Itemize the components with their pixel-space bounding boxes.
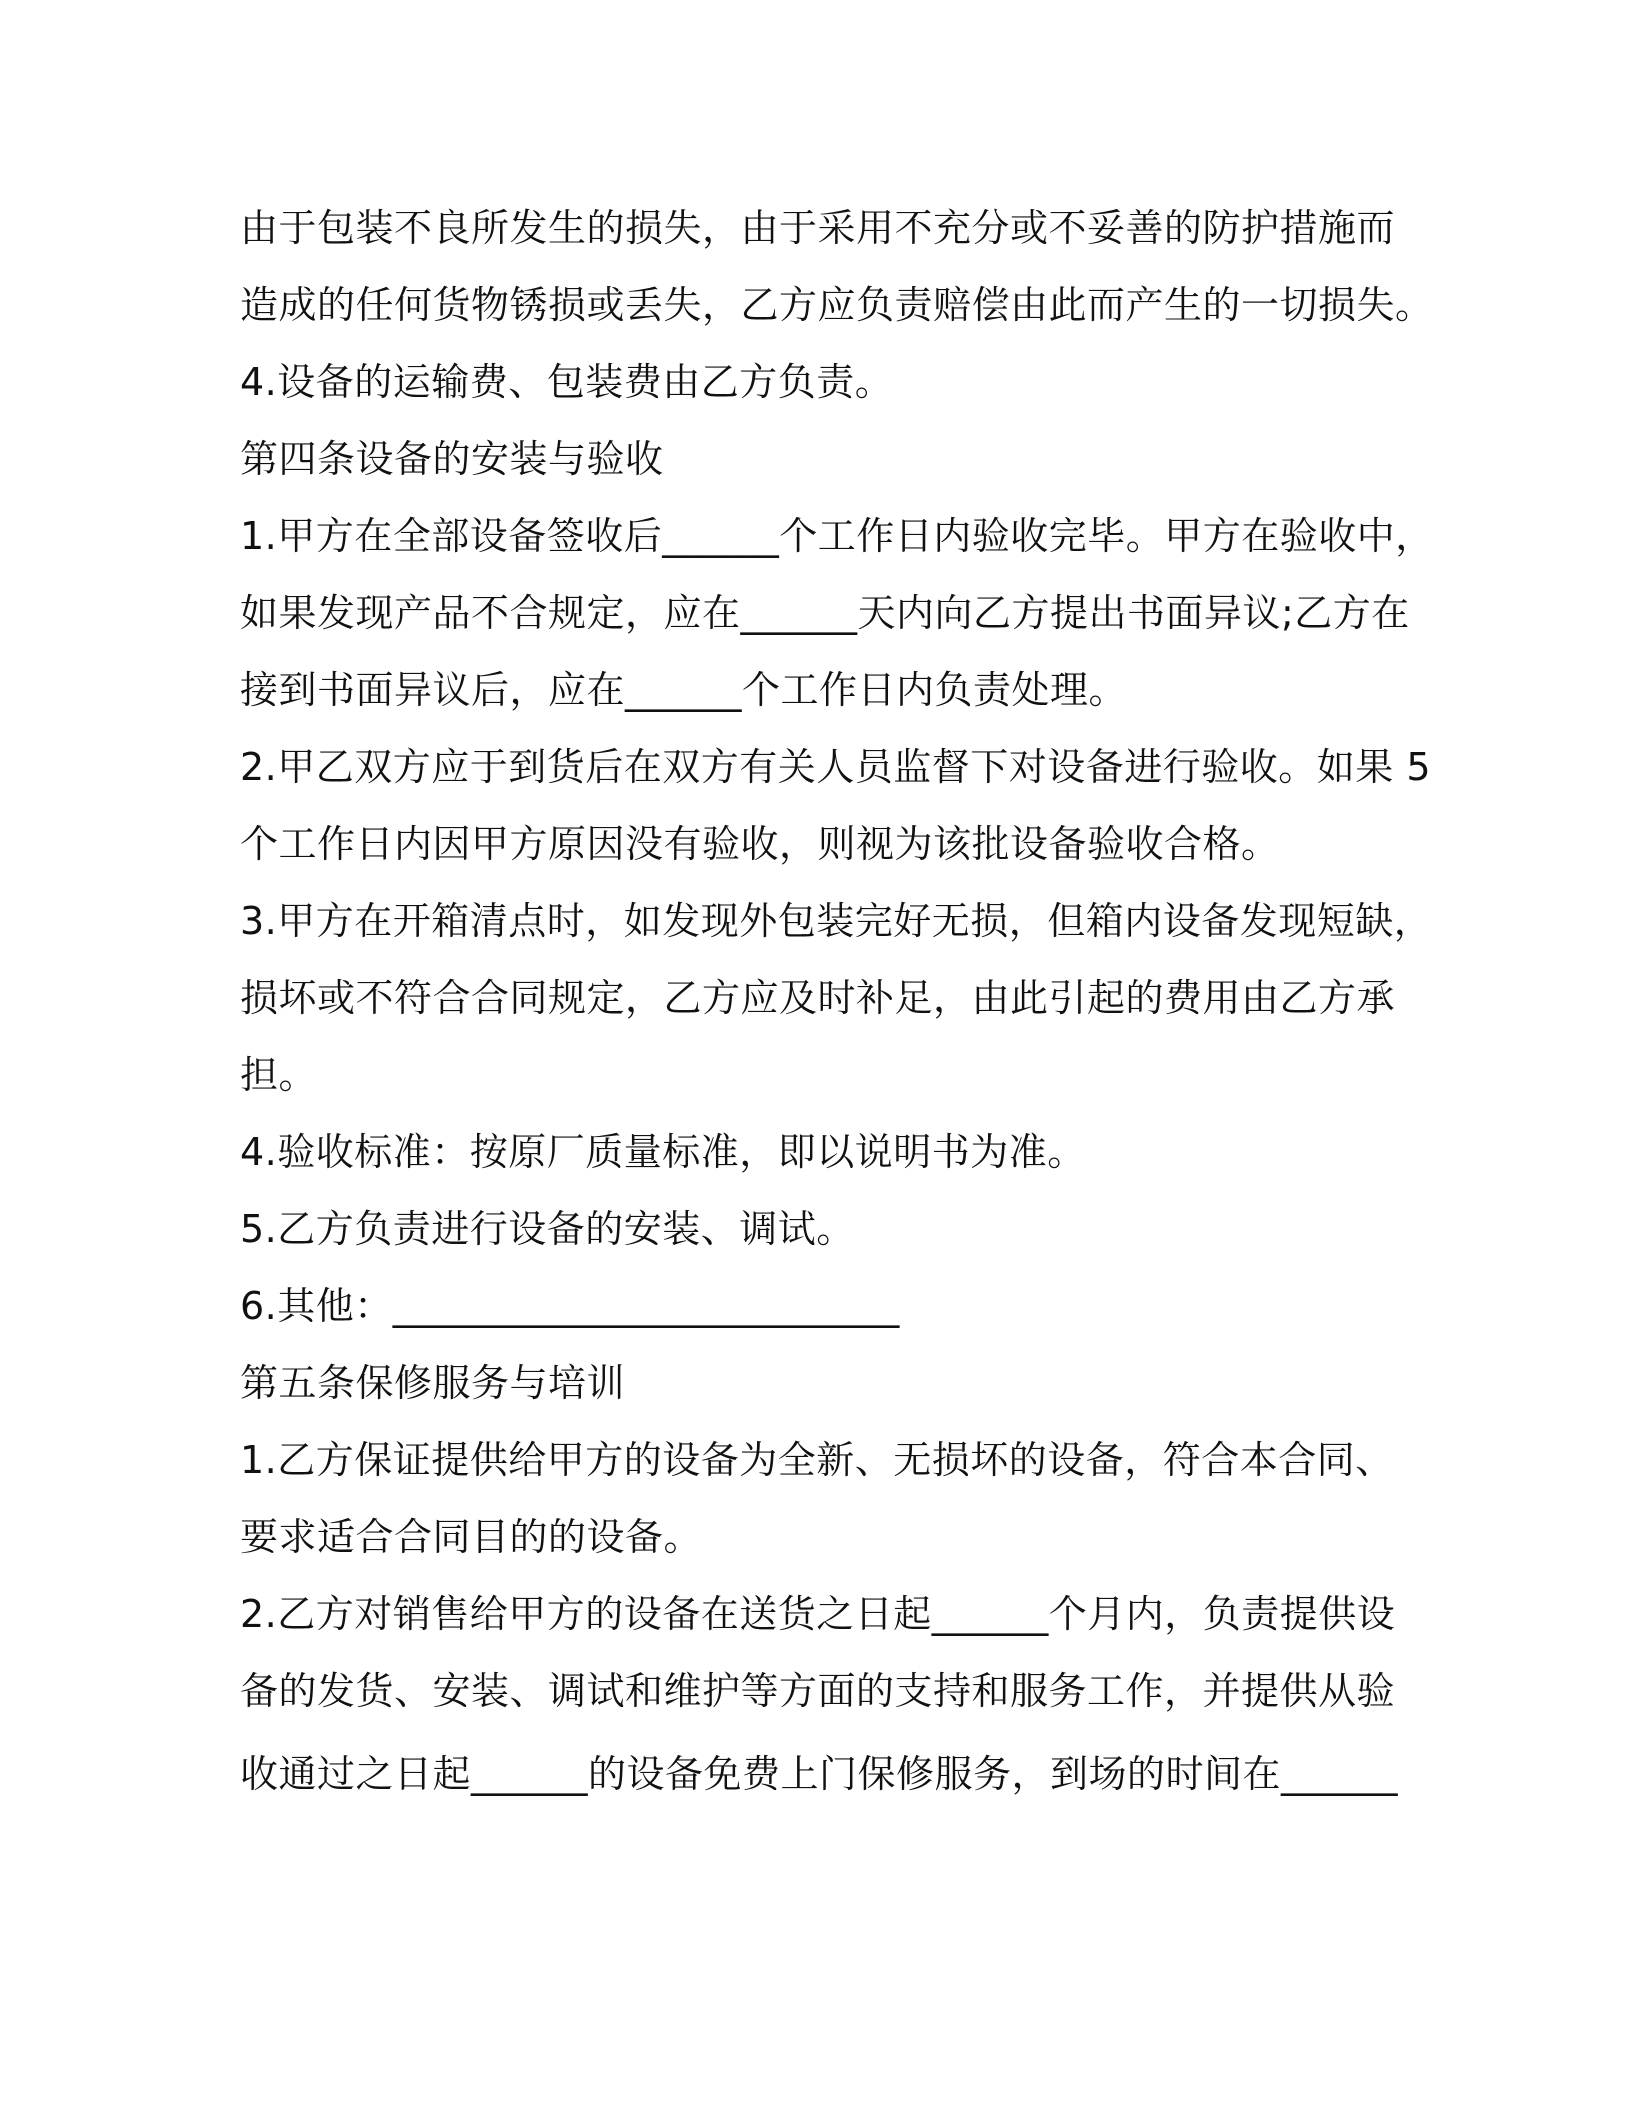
paragraph-line: 要求适合合同目的的设备。 xyxy=(240,1515,703,1559)
paragraph-line: 损坏或不符合合同规定，乙方应及时补足，由此引起的费用由乙方承 xyxy=(240,976,1396,1020)
paragraph-line: 1.甲方在全部设备签收后______个工作日内验收完毕。甲方在验收中， xyxy=(240,514,1434,558)
paragraph-line: 2.甲乙双方应于到货后在双方有关人员监督下对设备进行验收。如果 5 xyxy=(240,745,1432,789)
document-body xyxy=(240,190,1434,1818)
paragraph-line: 1.乙方保证提供给甲方的设备为全新、无损坏的设备，符合本合同、 xyxy=(240,1438,1394,1482)
paragraph-line: 造成的任何货物锈损或丢失，乙方应负责赔偿由此而产生的一切损失。 xyxy=(240,283,1434,327)
paragraph-line: 6.其他：__________________________ xyxy=(240,1284,900,1328)
paragraph-line: 2.乙方对销售给甲方的设备在送货之日起______个月内，负责提供设 xyxy=(240,1592,1396,1636)
paragraph-line: 个工作日内因甲方原因没有验收，则视为该批设备验收合格。 xyxy=(240,822,1280,866)
paragraph-line: 4.验收标准：按原厂质量标准，即以说明书为准。 xyxy=(240,1130,1086,1174)
paragraph-line: 4.设备的运输费、包装费由乙方负责。 xyxy=(240,360,894,404)
section-heading: 第四条设备的安装与验收 xyxy=(240,437,664,481)
paragraph-line: 收通过之日起______的设备免费上门保修服务，到场的时间在______ xyxy=(240,1752,1399,1796)
section-heading: 第五条保修服务与培训 xyxy=(240,1361,626,1405)
paragraph-line: 备的发货、安装、调试和维护等方面的支持和服务工作，并提供从验 xyxy=(240,1669,1396,1713)
paragraph-line: 接到书面异议后，应在______个工作日内负责处理。 xyxy=(240,668,1128,712)
paragraph-line: 5.乙方负责进行设备的安装、调试。 xyxy=(240,1207,855,1251)
paragraph-line: 如果发现产品不合规定，应在______天内向乙方提出书面异议;乙方在 xyxy=(240,591,1410,635)
paragraph-line: 由于包装不良所发生的损失，由于采用不充分或不妥善的防护措施而 xyxy=(240,206,1396,250)
paragraph-line: 担。 xyxy=(240,1053,318,1097)
paragraph-line: 3.甲方在开箱清点时，如发现外包装完好无损，但箱内设备发现短缺， xyxy=(240,899,1433,943)
